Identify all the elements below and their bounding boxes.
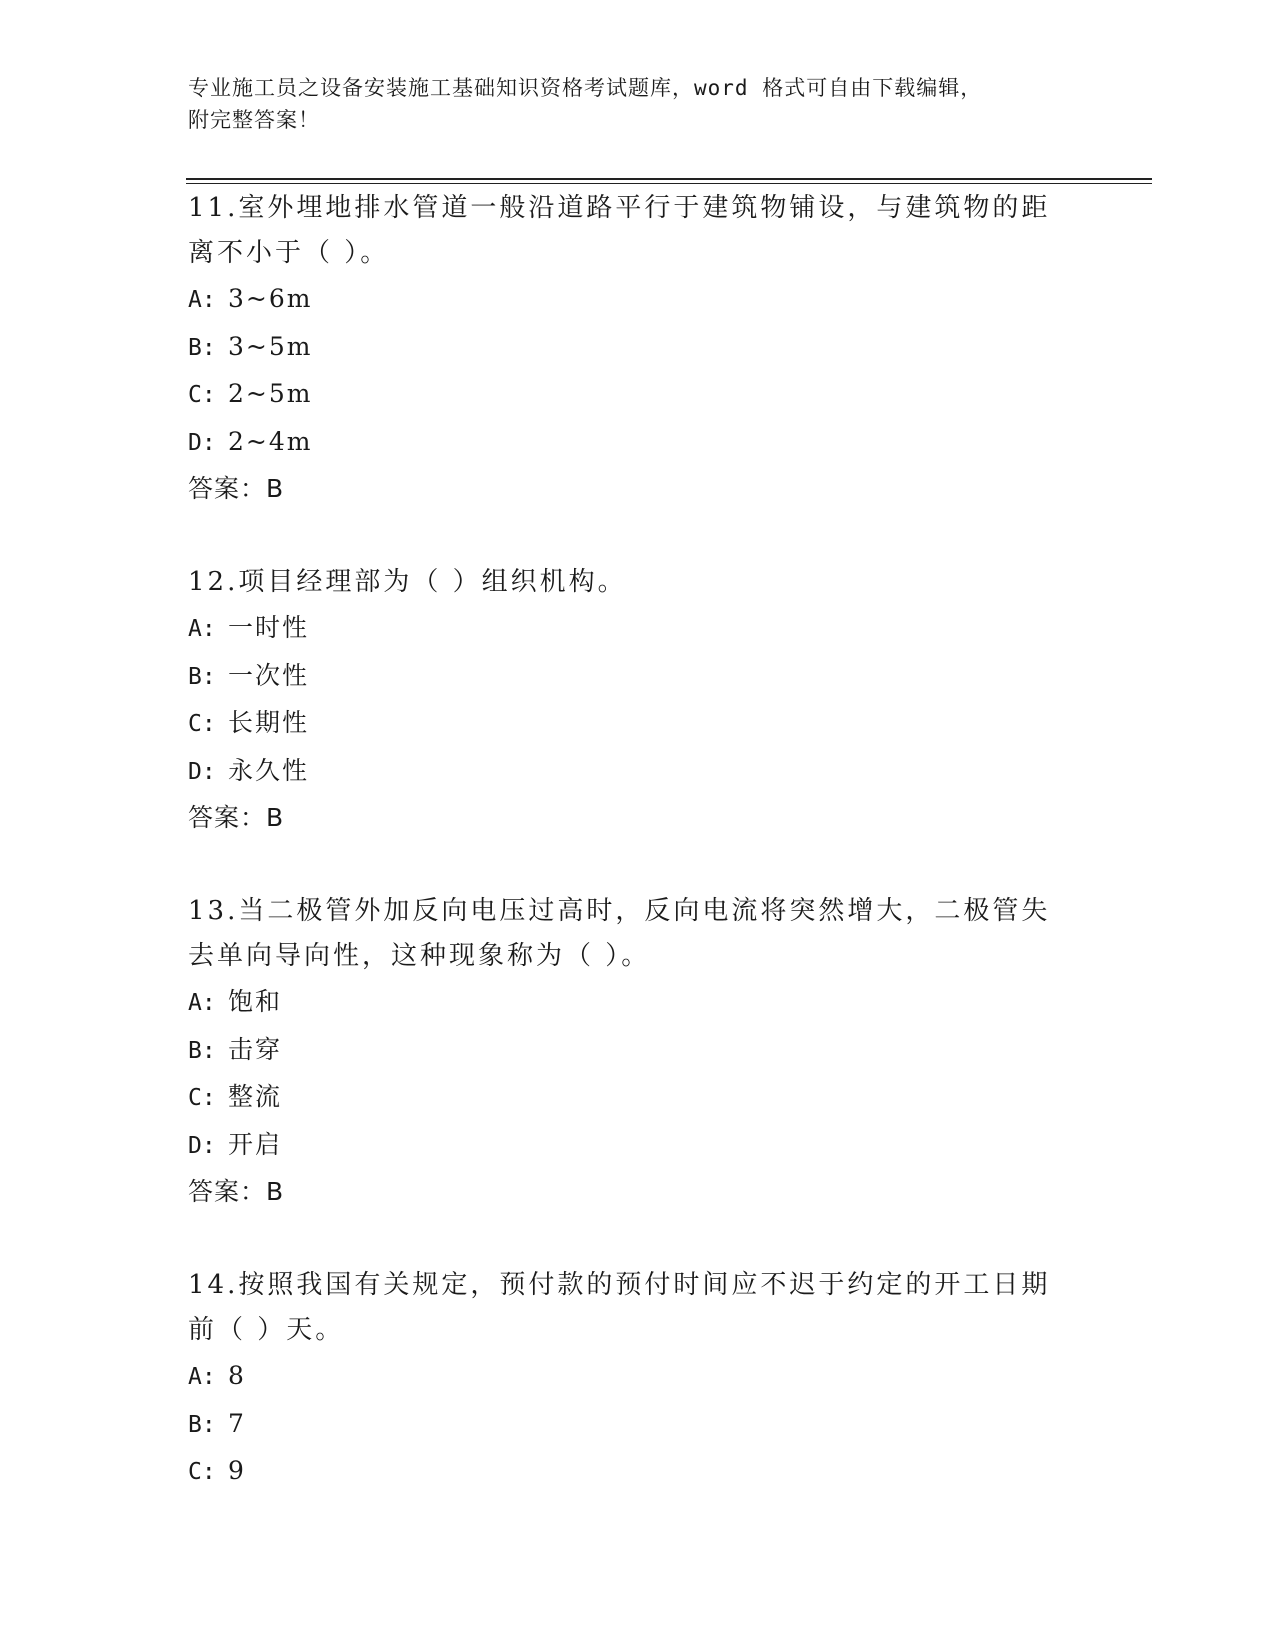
option-b [188, 1027, 1088, 1075]
option-text: 长期性 [228, 708, 310, 737]
header-line-1: 专业施工员之设备安装施工基础知识资格考试题库，word 格式可自由下载编辑， [188, 76, 983, 100]
option-b [188, 1401, 1088, 1449]
option-b [188, 324, 1088, 372]
question-13 [188, 889, 1088, 1214]
option-text: 饱和 [228, 987, 283, 1016]
option-key: C: [188, 1459, 216, 1485]
question-stem: 13.当二极管外加反向电压过高时，反向电流将突然增大，二极管失去单向导向性，这种现象称为（ ）。 [188, 896, 1051, 971]
option-text: 一次性 [228, 660, 310, 690]
option-key: B: [188, 663, 216, 690]
option-key: A: [188, 1364, 216, 1390]
option-key: A: [188, 616, 216, 642]
option-key: D: [188, 1132, 216, 1159]
answer-line: 答案：B [188, 1177, 285, 1206]
option-key: B: [188, 1037, 216, 1064]
option-c [188, 700, 1088, 748]
answer-line: 答案：B [188, 474, 285, 503]
option-key: A: [188, 990, 216, 1016]
option-key: B: [188, 1411, 216, 1438]
document-header [188, 72, 1068, 136]
question-stem: 12.项目经理部为（ ）组织机构。 [188, 567, 627, 597]
question-list [188, 186, 1088, 1545]
option-text: 2~5m [228, 379, 313, 408]
option-key: D: [188, 429, 216, 456]
option-text: 3~6m [228, 284, 313, 313]
option-key: D: [188, 758, 216, 785]
option-a [188, 605, 1088, 653]
option-key: B: [188, 334, 216, 361]
option-c [188, 371, 1088, 419]
option-a [188, 276, 1088, 324]
option-text: 8 [228, 1361, 246, 1390]
option-text: 开启 [228, 1129, 283, 1159]
option-c [188, 1074, 1088, 1122]
option-text: 2~4m [228, 426, 313, 456]
option-key: A: [188, 287, 216, 313]
option-text: 一时性 [228, 613, 310, 642]
header-line-2: 附完整答案！ [188, 108, 320, 132]
option-d [188, 419, 1088, 467]
option-text: 3~5m [228, 331, 313, 361]
option-text: 击穿 [228, 1034, 283, 1064]
option-b [188, 653, 1088, 701]
option-key: C: [188, 382, 216, 408]
answer-line: 答案：B [188, 803, 285, 832]
option-text: 永久性 [228, 755, 310, 785]
question-stem: 14.按照我国有关规定，预付款的预付时间应不迟于约定的开工日期前（ ）天。 [188, 1270, 1051, 1345]
question-11 [188, 186, 1088, 511]
question-stem: 11.室外埋地排水管道一般沿道路平行于建筑物铺设，与建筑物的距离不小于（ ）。 [188, 193, 1051, 268]
header-divider-thick [186, 178, 1152, 180]
header-divider-thin [186, 183, 1152, 184]
option-c [188, 1448, 1088, 1496]
option-text: 9 [228, 1456, 246, 1485]
option-text: 7 [228, 1408, 246, 1438]
option-a [188, 1353, 1088, 1401]
option-key: C: [188, 711, 216, 737]
question-12 [188, 560, 1088, 840]
option-a [188, 979, 1088, 1027]
option-d [188, 748, 1088, 796]
option-text: 整流 [228, 1082, 283, 1111]
option-d [188, 1122, 1088, 1170]
question-14 [188, 1263, 1088, 1496]
option-key: C: [188, 1085, 216, 1111]
